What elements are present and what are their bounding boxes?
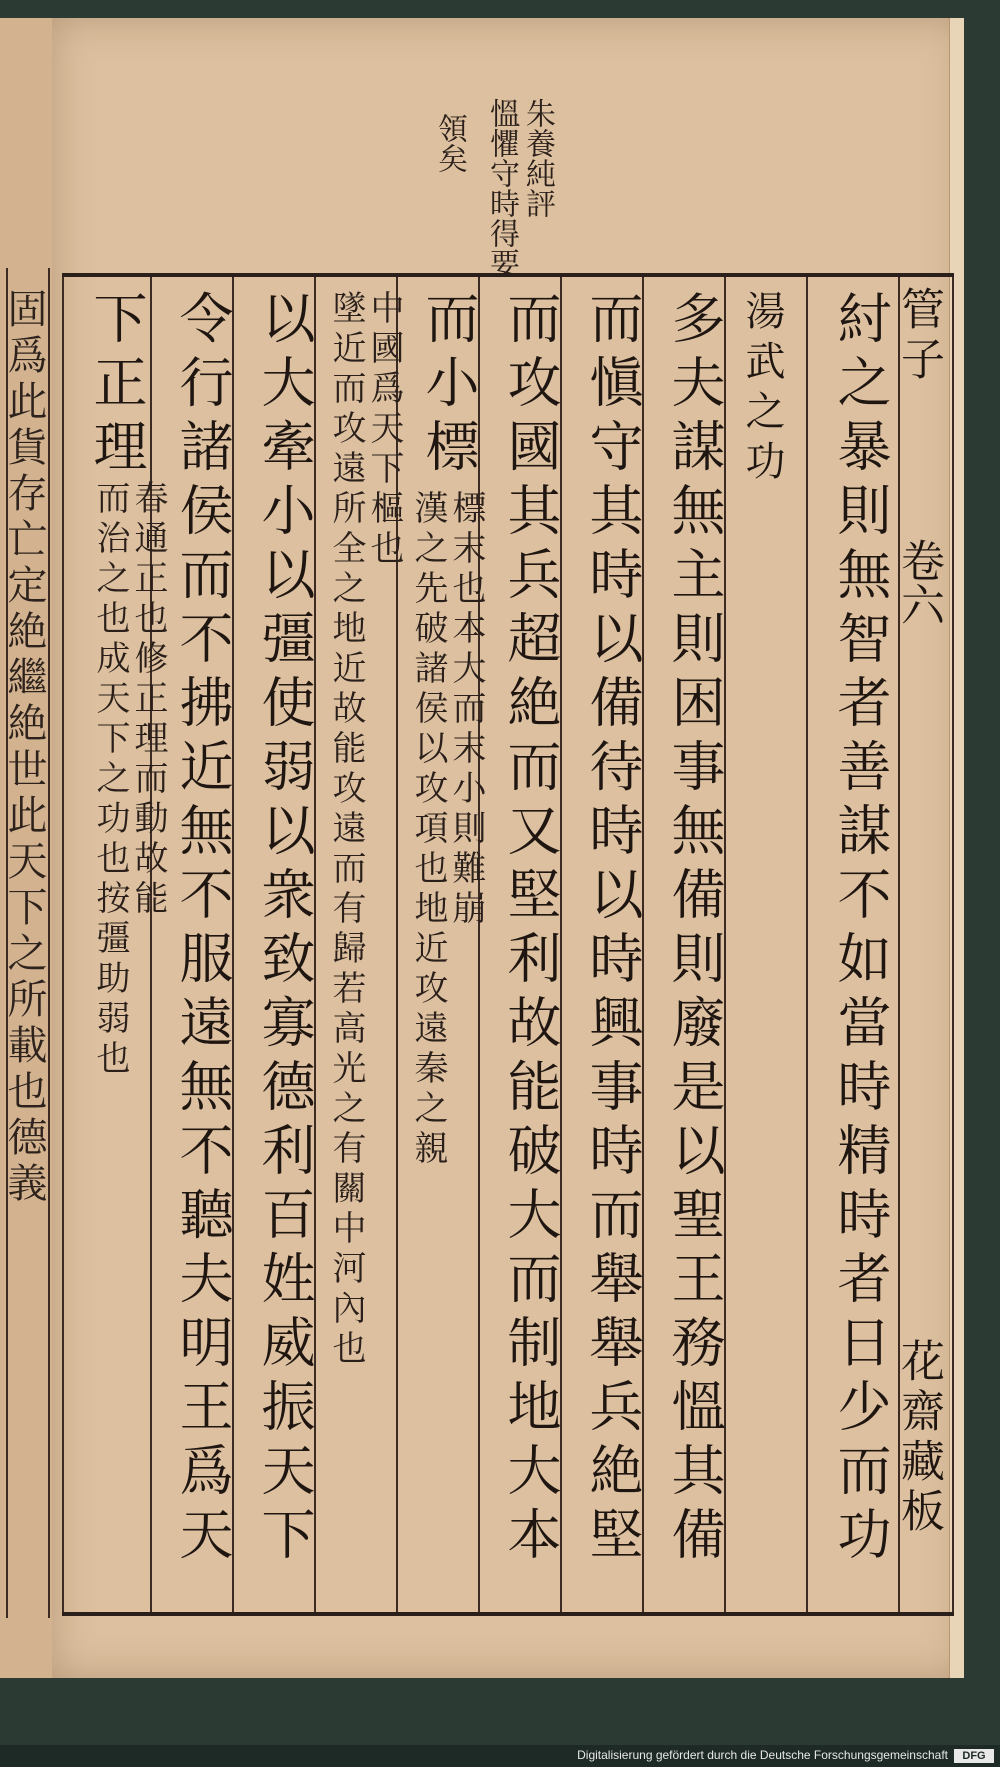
headnote-line-3: 領矣 (432, 113, 467, 173)
main-text: 以大牽小以彊使弱以衆致寡德利百姓威振天下 (253, 290, 316, 1570)
main-text: 下正理 (85, 290, 148, 482)
headnote-line-1: 朱養純評 (520, 98, 555, 218)
book-title: 管子 (893, 286, 944, 386)
main-text: 而小標 (417, 290, 480, 482)
main-text: 而愼守其時以備待時以時興事時而舉舉兵絶堅 (581, 290, 644, 1570)
dfg-logo: DFG (954, 1749, 994, 1763)
text-column-10 (70, 290, 168, 1590)
text-column-4 (566, 290, 658, 1590)
main-text: 湯武之功 (739, 290, 785, 490)
commentary-note: 漢之先破諸侯以攻項也地近攻遠秦之親 (408, 490, 448, 1170)
main-text: 多夫謀無主則困事無備則廢是以聖王務慍其備 (663, 290, 726, 1570)
main-text: 而攻國其兵超絶而又堅利故能破大而制地大本 (499, 290, 562, 1570)
previous-page-column: 固爲此貨存亡定絶繼絶世此天下之所載也德義 (1, 288, 47, 1208)
commentary-note: 春通正也修正理而動故能 (128, 480, 168, 920)
digitization-footer (0, 1745, 1000, 1767)
text-column-1 (814, 290, 906, 1590)
commentary-note: 墜近而攻遠所全之地近故能攻遠而有歸若高光之有關中河內也 (326, 290, 366, 1370)
text-column-7 (320, 290, 412, 1590)
commentary-note: 而治之也成天下之功也按彊助弱也 (90, 480, 130, 1080)
frame-left-rule (62, 277, 64, 1612)
main-text: 令行諸侯而不拂近無不服遠無不聽夫明王爲天 (171, 290, 234, 1570)
footer-credit: Digitalisierung gefördert durch die Deutsche Forschungsgemeinschaft (577, 1748, 948, 1762)
publisher-label: 花齋藏板 (893, 1338, 944, 1538)
previous-page-edge (0, 18, 54, 1678)
commentary-note: 標末也本大而末小則難崩 (446, 490, 486, 930)
main-text: 紂之暴則無智者善謀不如當時精時者日少而功 (829, 290, 892, 1570)
frame-right-rule (952, 277, 954, 1612)
headnote-line-2: 慍懼守時得要 (484, 98, 519, 278)
text-column-5 (484, 290, 576, 1590)
commentary-note: 中國爲天下樞也 (364, 290, 404, 570)
text-column-6 (402, 290, 494, 1590)
text-column-8 (238, 290, 330, 1590)
text-column-2 (738, 290, 808, 1590)
text-column-9 (156, 290, 248, 1590)
volume-label: 卷六 (893, 538, 944, 626)
book-page (52, 18, 964, 1678)
text-column-3 (648, 290, 740, 1590)
